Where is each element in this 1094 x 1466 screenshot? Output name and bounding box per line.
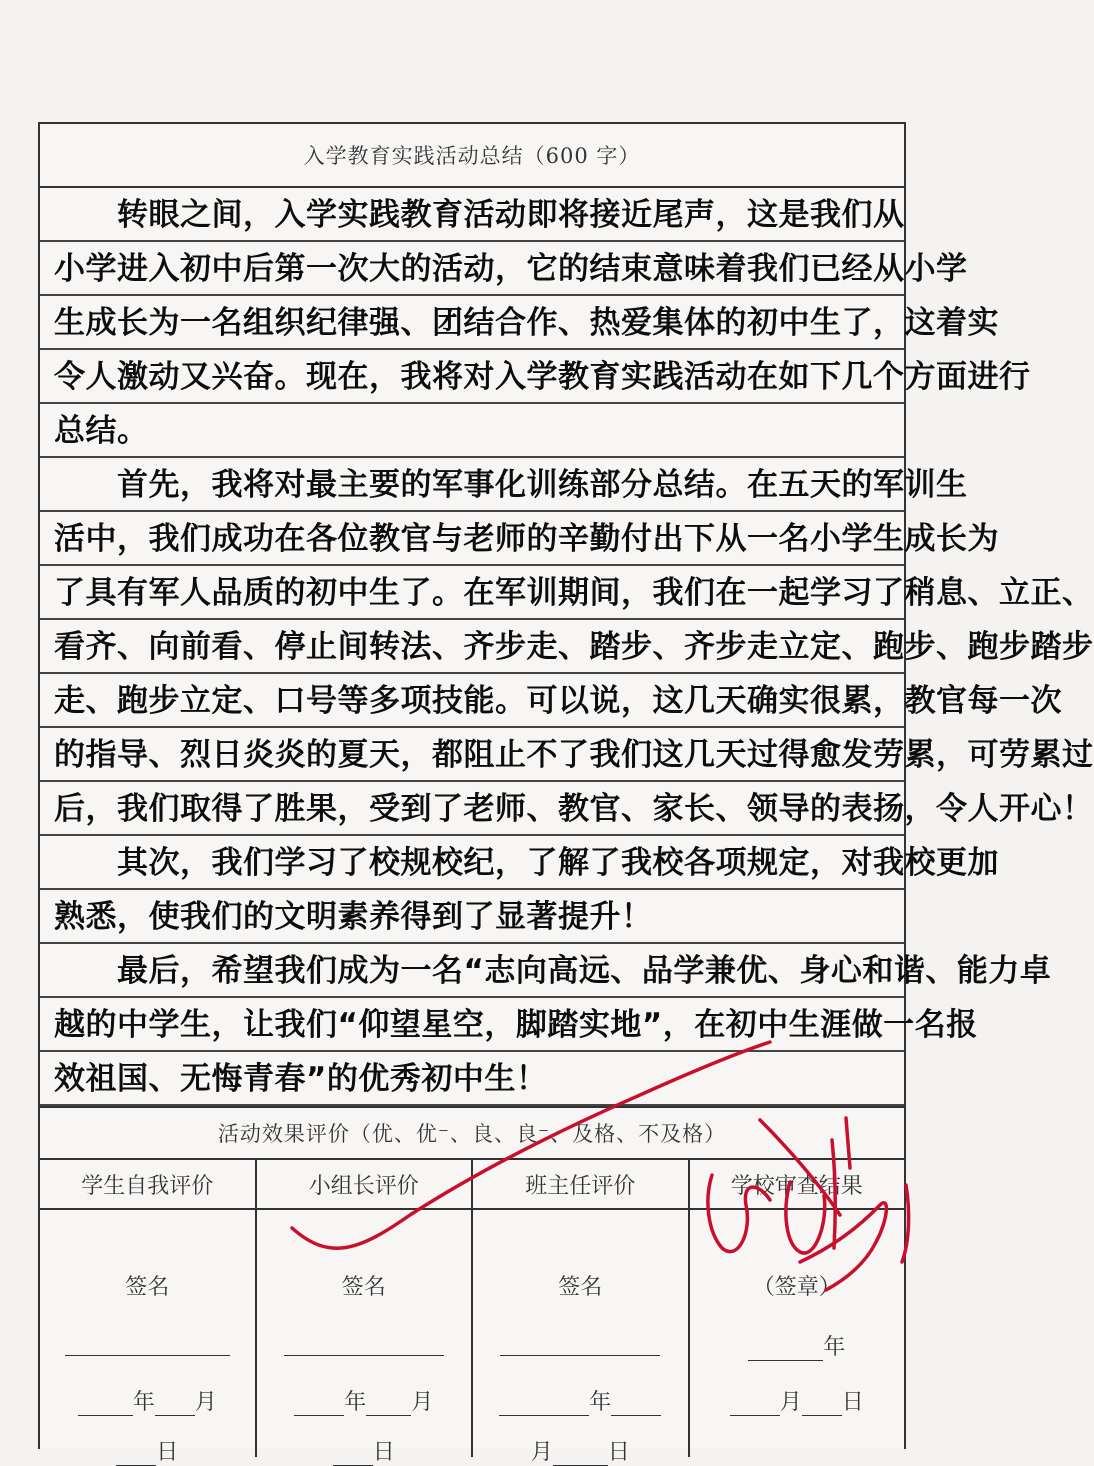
day-row: [473, 1435, 688, 1466]
year-label: 年: [132, 1390, 155, 1415]
year-label: 年: [589, 1390, 612, 1415]
day-row: [40, 1435, 255, 1466]
date-row: [257, 1385, 472, 1416]
month-label: 月: [411, 1390, 434, 1415]
essay-line: 效祖国、无悔青春”的优秀初中生！: [54, 1061, 548, 1097]
day-label: 日: [841, 1390, 864, 1415]
sign-label: 签名: [558, 1275, 603, 1300]
essay-line: 转眼之间，入学实践教育活动即将接近尾声，这是我们从: [54, 197, 905, 233]
eval-col-head-teacher: [473, 1160, 690, 1465]
essay-line: 首先，我将对最主要的军事化训练部分总结。在五天的军训生: [54, 467, 968, 503]
sign-line: [473, 1330, 688, 1356]
form-title: 入学教育实践活动总结（600 字）: [40, 124, 904, 188]
day-row: [257, 1435, 472, 1466]
eval-col-self: [40, 1160, 257, 1465]
evaluation-grid: [40, 1160, 904, 1465]
eval-col-group-leader: [257, 1160, 474, 1465]
month-label: 月: [530, 1440, 553, 1465]
essay-line: 的指导、烈日炎炎的夏天，都阻止不了我们这几天过得愈发劳累，可劳累过: [54, 737, 1094, 773]
sign-line: [40, 1330, 255, 1356]
day-row: [690, 1385, 905, 1416]
month-label: 月: [194, 1390, 217, 1415]
eval-col-school-review: [690, 1160, 905, 1457]
year-label: 年: [344, 1390, 367, 1415]
sign-label: （签章）: [752, 1275, 841, 1300]
essay-line: 了具有军人品质的初中生了。在军训期间，我们在一起学习了稍息、立正、: [54, 575, 1094, 611]
day-label: 日: [372, 1440, 395, 1465]
col-header: 小组长评价: [257, 1160, 472, 1210]
col-header: 学生自我评价: [40, 1160, 255, 1210]
col-header: 班主任评价: [473, 1160, 688, 1210]
essay-line: 后，我们取得了胜果，受到了老师、教官、家长、领导的表扬，令人开心！: [54, 791, 1094, 827]
day-label: 日: [607, 1440, 630, 1465]
essay-line: 越的中学生，让我们“仰望星空，脚踏实地”，在初中生涯做一名报: [54, 1007, 978, 1043]
essay-line: 最后，希望我们成为一名“志向高远、品学兼优、身心和谐、能力卓: [54, 953, 1052, 989]
sign-label: 签名: [341, 1275, 386, 1300]
essay-line: 总结。: [54, 413, 149, 449]
sign-line: [257, 1330, 472, 1356]
essay-line: 走、跑步立定、口号等多项技能。可以说，这几天确实很累，教官每一次: [54, 683, 1062, 719]
essay-line: 熟悉，使我们的文明素养得到了显著提升！: [54, 899, 653, 935]
day-label: 日: [156, 1440, 179, 1465]
essay-line: 生成长为一名组织纪律强、团结合作、热爱集体的初中生了，这着实: [54, 305, 999, 341]
essay-area: [40, 188, 1094, 1108]
date-row: [690, 1330, 905, 1361]
essay-line: 其次，我们学习了校规校纪，了解了我校各项规定，对我校更加: [54, 845, 999, 881]
date-row: [473, 1385, 688, 1416]
evaluation-title: 活动效果评价（优、优⁻、良、良⁻、及格、不及格）: [40, 1108, 904, 1160]
essay-line: 看齐、向前看、停止间转法、齐步走、踏步、齐步走立定、跑步、跑步踏步: [54, 629, 1094, 665]
col-header: 学校审查结果: [690, 1160, 905, 1210]
month-label: 月: [779, 1390, 802, 1415]
year-label: 年: [823, 1335, 846, 1360]
essay-line: 小学进入初中后第一次大的活动，它的结束意味着我们已经从小学: [54, 251, 968, 287]
summary-form: [38, 122, 1094, 1465]
sign-label: 签名: [125, 1275, 170, 1300]
essay-line: 活中，我们成功在各位教官与老师的辛勤付出下从一名小学生成长为: [54, 521, 999, 557]
essay-line: 令人激动又兴奋。现在，我将对入学教育实践活动在如下几个方面进行: [54, 359, 1031, 395]
date-row: [40, 1385, 255, 1416]
